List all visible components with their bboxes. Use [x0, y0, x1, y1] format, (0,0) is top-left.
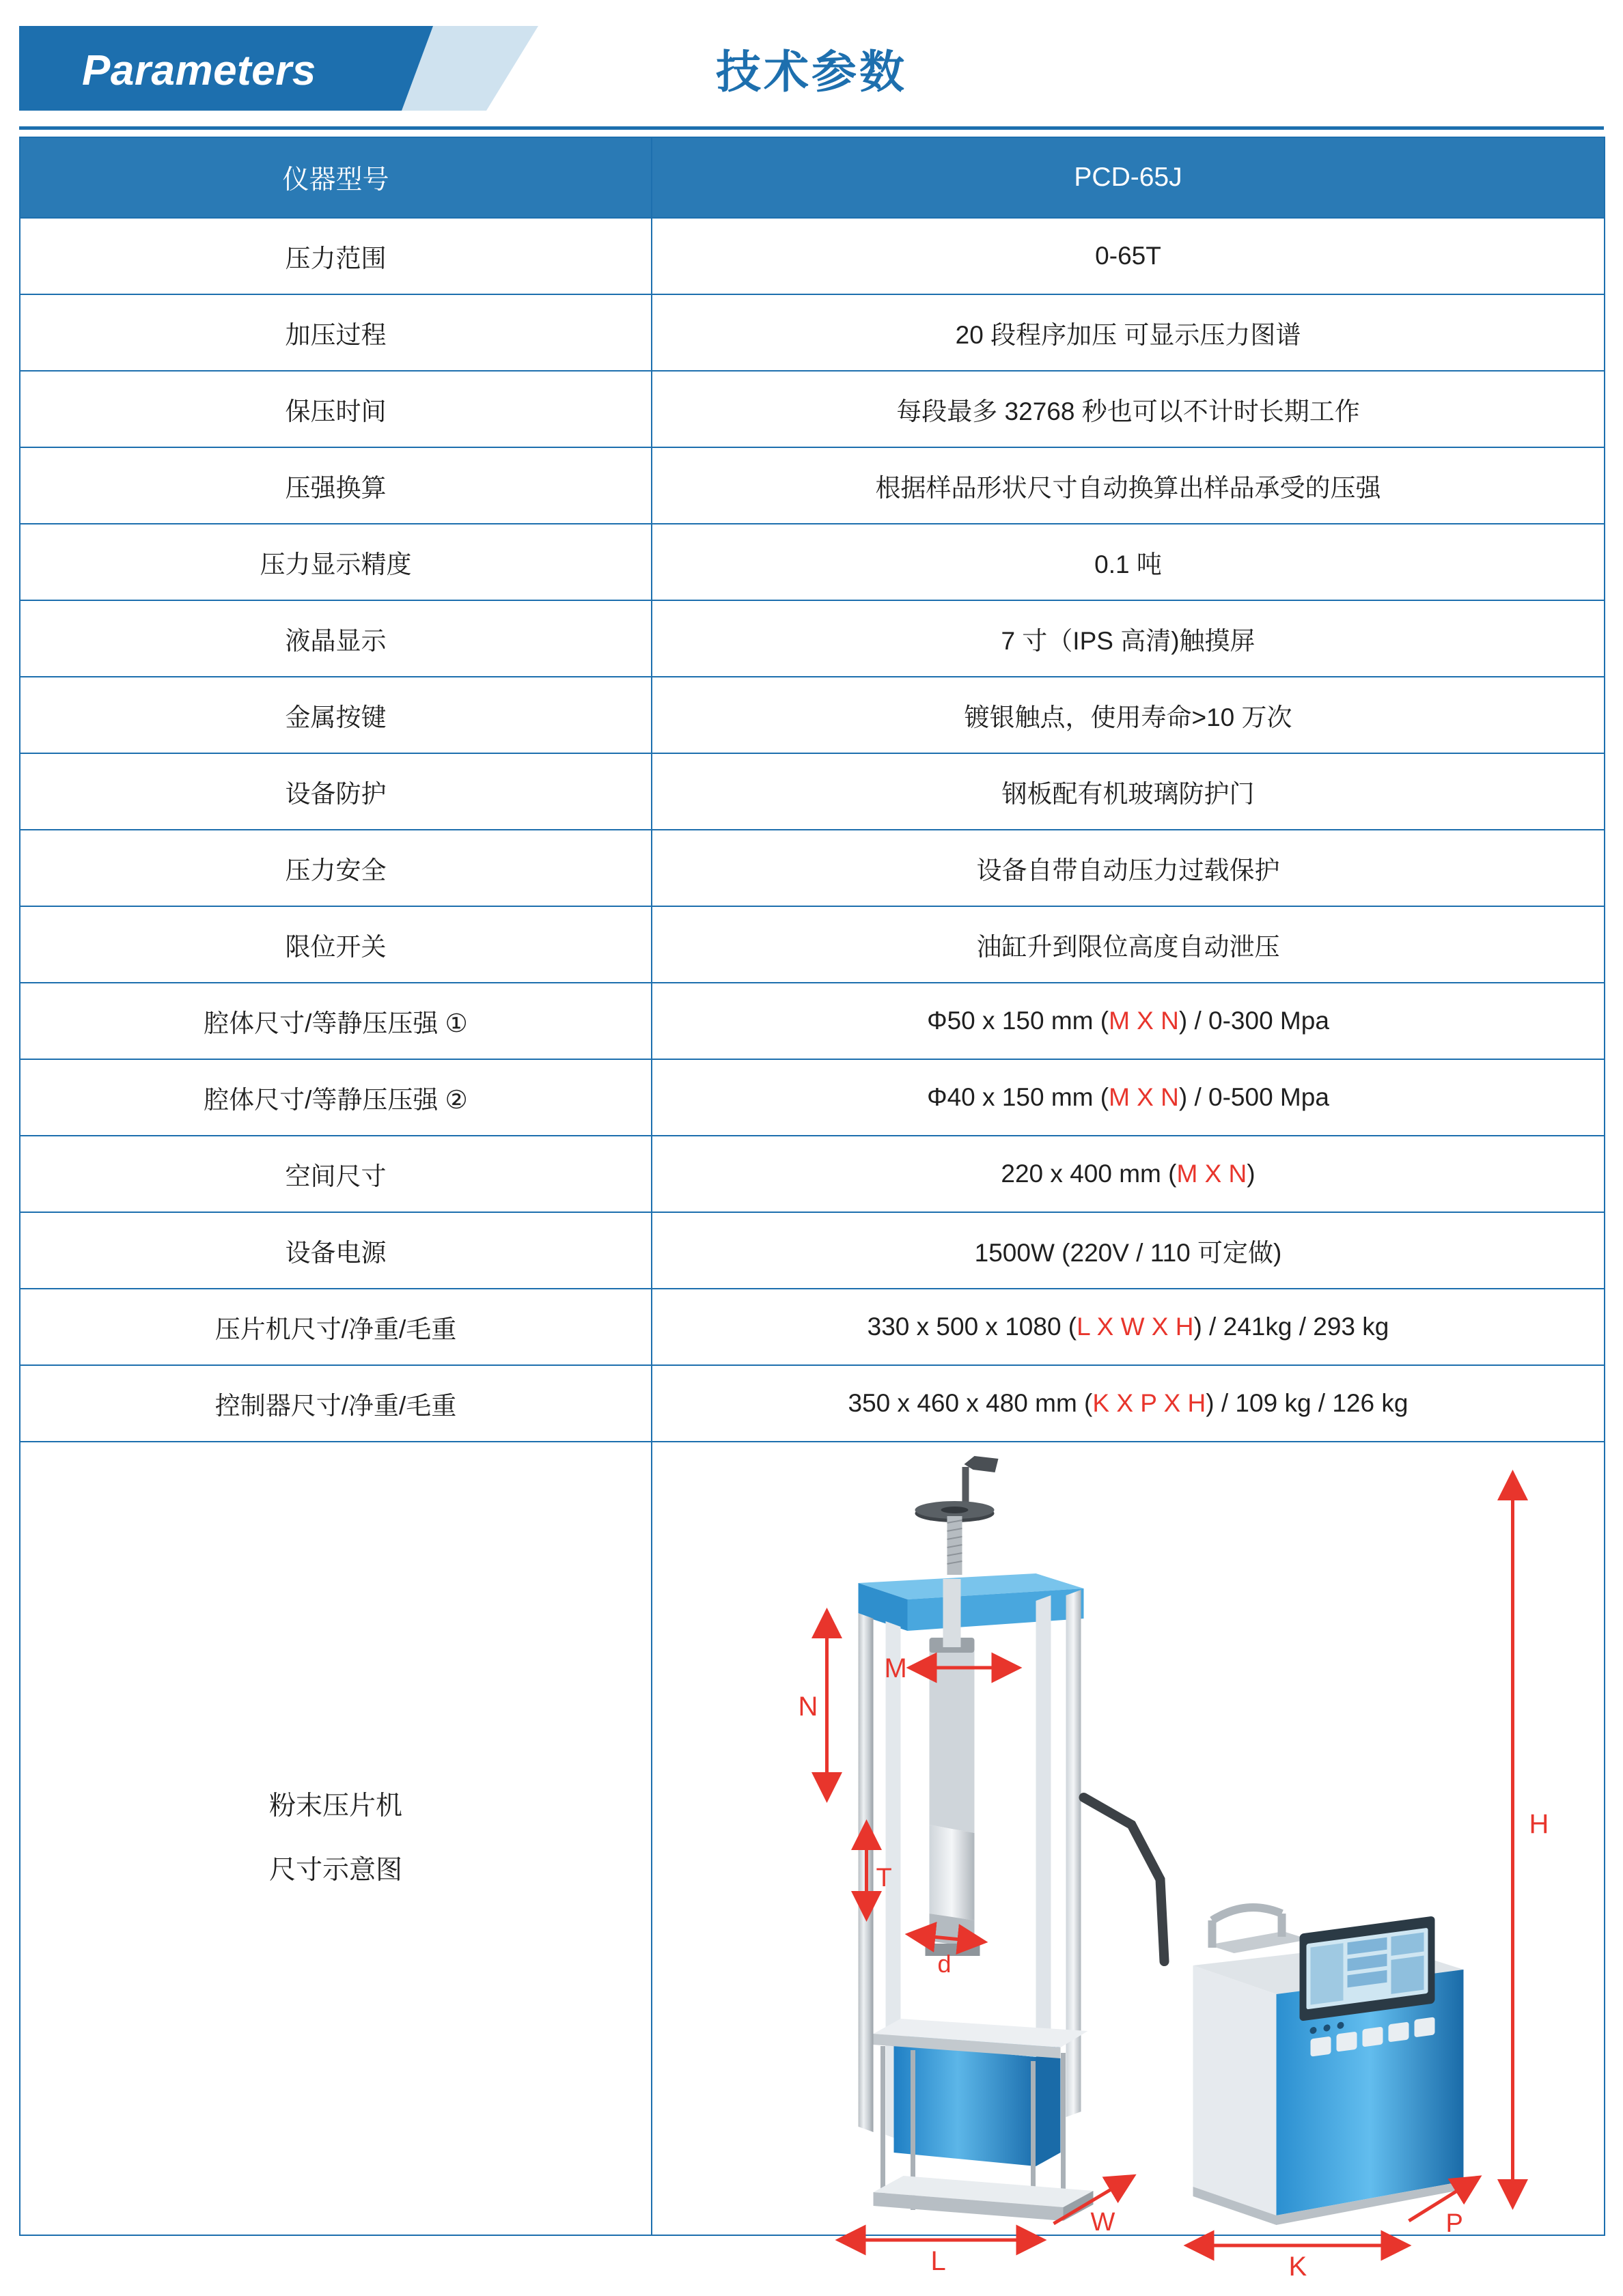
table-row [20, 906, 1605, 983]
press-handwheel [915, 1456, 999, 1575]
diagram-svg [652, 1442, 1604, 2282]
press-base [874, 2176, 1094, 2221]
row-label: 空间尺寸 [20, 1136, 652, 1212]
value-pre: 220 x 400 mm ( [1001, 1160, 1177, 1188]
value-dimension-mark: K X P X H [1092, 1389, 1206, 1417]
row-value: 20 段程序加压 可显示压力图谱 [652, 294, 1605, 371]
row-value [652, 1136, 1605, 1212]
controller-unit [1193, 1907, 1464, 2225]
page-title: 技术参数 [716, 46, 907, 97]
value-dimension-mark: L X W X H [1077, 1313, 1194, 1341]
table-row [20, 294, 1605, 371]
row-label: 压片机尺寸/净重/毛重 [20, 1289, 652, 1365]
value-dimension-mark: M X N [1109, 1007, 1179, 1035]
table-row-diagram [20, 1442, 1605, 2235]
table-row [20, 1059, 1605, 1136]
row-value [652, 1289, 1605, 1365]
row-label: 金属按键 [20, 677, 652, 753]
row-value: 设备自带自动压力过载保护 [652, 830, 1605, 906]
row-value: 0.1 吨 [652, 524, 1605, 600]
row-label: 压力范围 [20, 218, 652, 294]
row-value: 1500W (220V / 110 可定做) [652, 1212, 1605, 1289]
table-row [20, 1365, 1605, 1442]
value-post: ) [1247, 1160, 1256, 1188]
table-row [20, 600, 1605, 677]
dimension-label-H: H [1529, 1809, 1549, 1839]
dimension-label-P: P [1445, 2209, 1463, 2238]
banner-label: Parameters [82, 47, 316, 94]
row-label: 液晶显示 [20, 600, 652, 677]
value-pre: Φ50 x 150 mm ( [927, 1007, 1109, 1035]
dimension-label-M: M [884, 1653, 907, 1683]
value-post: ) / 109 kg / 126 kg [1206, 1389, 1409, 1417]
machine-dimension-diagram [652, 1442, 1604, 2282]
dimension-label-K: K [1288, 2252, 1307, 2282]
dimension-label-L: L [930, 2246, 946, 2276]
value-dimension-mark: M X N [1176, 1160, 1247, 1188]
value-pre: 350 x 460 x 480 mm ( [848, 1389, 1093, 1417]
row-value: 每段最多 32768 秒也可以不计时长期工作 [652, 371, 1605, 447]
table-header-value: PCD-65J [652, 137, 1605, 218]
table-header-row [20, 137, 1605, 218]
value-post: ) / 241kg / 293 kg [1193, 1313, 1389, 1341]
table-row [20, 218, 1605, 294]
dimension-label-W: W [1090, 2208, 1115, 2237]
specification-table [19, 137, 1605, 2282]
hydraulic-hose [1084, 1797, 1165, 1961]
dimension-label-N: N [798, 1692, 818, 1722]
dimension-label-T: T [876, 1864, 892, 1892]
dimension-arrow-K [1197, 2245, 1398, 2282]
row-label: 压强换算 [20, 447, 652, 524]
row-label: 限位开关 [20, 906, 652, 983]
row-label: 压力安全 [20, 830, 652, 906]
dimension-arrow-H [1513, 1483, 1549, 2196]
row-value [652, 1059, 1605, 1136]
dimension-arrow-L [849, 2240, 1034, 2276]
table-row [20, 1136, 1605, 1212]
page-header [19, 0, 1604, 137]
row-value: 油缸升到限位高度自动泄压 [652, 906, 1605, 983]
press-cylinder [926, 1579, 980, 1956]
row-value: 0-65T [652, 218, 1605, 294]
row-value: 7 寸（IPS 高清)触摸屏 [652, 600, 1605, 677]
row-label: 压力显示精度 [20, 524, 652, 600]
value-pre: 330 x 500 x 1080 ( [867, 1313, 1077, 1341]
row-value: 钢板配有机玻璃防护门 [652, 753, 1605, 830]
diagram-row-label [20, 1442, 652, 2235]
row-label: 腔体尺寸/等静压压强 ① [20, 983, 652, 1059]
table-row [20, 371, 1605, 447]
diagram-cell [652, 1442, 1605, 2282]
value-post: ) / 0-500 Mpa [1178, 1083, 1329, 1111]
table-row [20, 753, 1605, 830]
row-value: 根据样品形状尺寸自动换算出样品承受的压强 [652, 447, 1605, 524]
row-value: 镀银触点，使用寿命>10 万次 [652, 677, 1605, 753]
table-row [20, 983, 1605, 1059]
diagram-label-line2: 尺寸示意图 [268, 1856, 402, 1885]
table-row [20, 447, 1605, 524]
row-label: 设备电源 [20, 1212, 652, 1289]
value-pre: Φ40 x 150 mm ( [927, 1083, 1109, 1111]
table-row [20, 1212, 1605, 1289]
row-value [652, 1365, 1605, 1442]
row-label: 保压时间 [20, 371, 652, 447]
dimension-arrow-N [799, 1621, 827, 1789]
dimension-label-d: d [937, 1950, 952, 1978]
diagram-label-line1: 粉末压片机 [268, 1791, 402, 1821]
table-header-label: 仪器型号 [20, 137, 652, 218]
value-dimension-mark: M X N [1109, 1083, 1179, 1111]
row-label: 腔体尺寸/等静压压强 ② [20, 1059, 652, 1136]
row-label: 加压过程 [20, 294, 652, 371]
table-row [20, 1289, 1605, 1365]
table-row [20, 524, 1605, 600]
row-value [652, 983, 1605, 1059]
row-label: 设备防护 [20, 753, 652, 830]
table-row [20, 677, 1605, 753]
header-divider [19, 126, 1604, 130]
row-label: 控制器尺寸/净重/毛重 [20, 1365, 652, 1442]
value-post: ) / 0-300 Mpa [1178, 1007, 1329, 1035]
table-row [20, 830, 1605, 906]
